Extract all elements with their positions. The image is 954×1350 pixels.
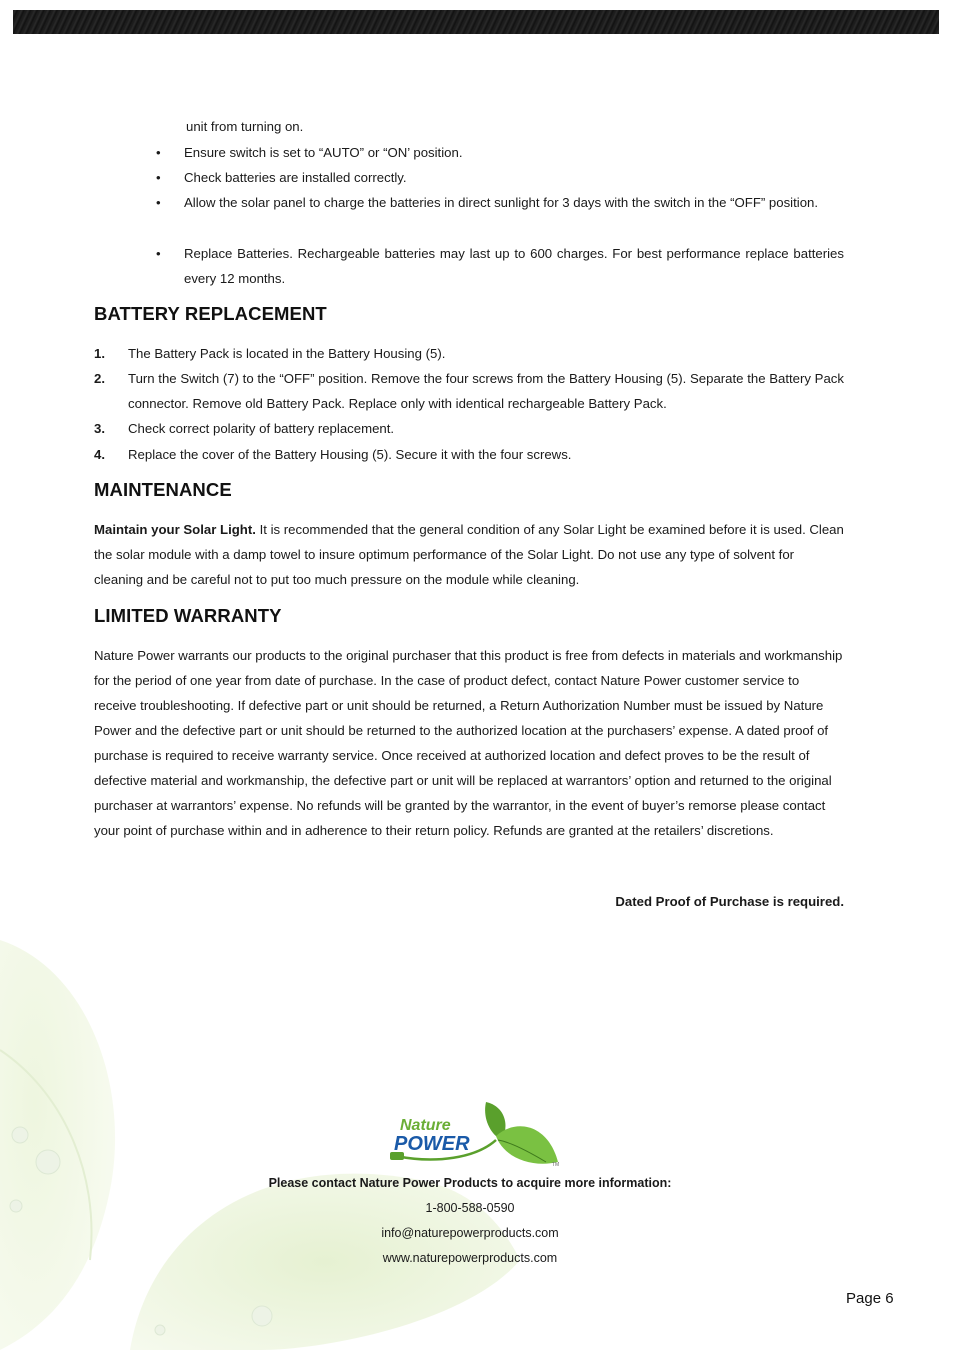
header-bar — [13, 10, 939, 34]
bullet-icon: • — [156, 246, 161, 261]
maintenance-heading: MAINTENANCE — [94, 479, 232, 500]
continued-text: unit from turning on. — [186, 119, 304, 134]
logo-word-power: POWER — [394, 1133, 470, 1155]
maintenance-lead: Maintain your Solar Light. — [94, 522, 256, 537]
bullet-icon: • — [156, 145, 161, 160]
list-item: • Ensure switch is set to “AUTO” or “ON’ position. — [92, 140, 844, 165]
bullet-icon: • — [156, 170, 161, 185]
warranty-paragraph: Nature Power warrants our products to the original purchaser that this product is free from defects in materials and workmanship for the period of one year from date of purchase. In the case of product defect, contact Nature Power customer service to receive troubleshooting. If defective part or unit should be returned, a Return Authorization Number must be issued by Nature Power and the defective part or unit should be returned to the authorized location at the purchasers’ expense. A dated proof of purchase is required to receive warranty service. Once received at authorized location and defect proves to be the result of defective material and workmanship, the defective part or unit will be replaced at warrantors’ option and returned to the original purchaser at warrantors’ expense. No refunds will be granted by the warrantor, in the event of buyer’s remorse please contact your point of purchase within and in adherence to their return policy. Refunds are granted at the retailers’ discretions. — [94, 648, 843, 838]
footer-contact-line: Please contact Nature Power Products to acquire more information: — [268, 1176, 672, 1190]
battery-replacement-heading: BATTERY REPLACEMENT — [94, 303, 327, 324]
page-number: Page 6 — [846, 1290, 894, 1307]
footer-phone: 1-800-588-0590 — [425, 1201, 515, 1215]
warranty-heading: LIMITED WARRANTY — [94, 605, 282, 626]
footer-website[interactable]: www.naturepowerproducts.com — [382, 1251, 558, 1265]
nature-power-logo — [386, 1096, 564, 1168]
maintenance-paragraph — [94, 517, 844, 592]
list-item: • Replace Batteries. Rechargeable batteries may last up to 600 charges. For best performance replace batteries every 12 months. — [92, 241, 844, 291]
logo-trademark: TM — [552, 1162, 560, 1168]
proof-of-purchase-note: Dated Proof of Purchase is required. — [615, 894, 844, 909]
maintenance-body: It is recommended that the general condition of any Solar Light be examined before it is used. Clean the solar module with a damp towel to insure optimum performance of the Solar Light. Do not use any type of solvent for cleaning and be careful not to put too much pressure on the module while cleaning. — [94, 522, 844, 587]
list-item: • Check batteries are installed correctly. — [92, 165, 844, 190]
footer-email[interactable]: info@naturepowerproducts.com — [381, 1226, 559, 1240]
logo-word-nature: Nature — [400, 1117, 451, 1134]
list-item: • Allow the solar panel to charge the batteries in direct sunlight for 3 days with the switch in the “OFF” position. — [92, 190, 844, 240]
bullet-icon: • — [156, 195, 161, 210]
